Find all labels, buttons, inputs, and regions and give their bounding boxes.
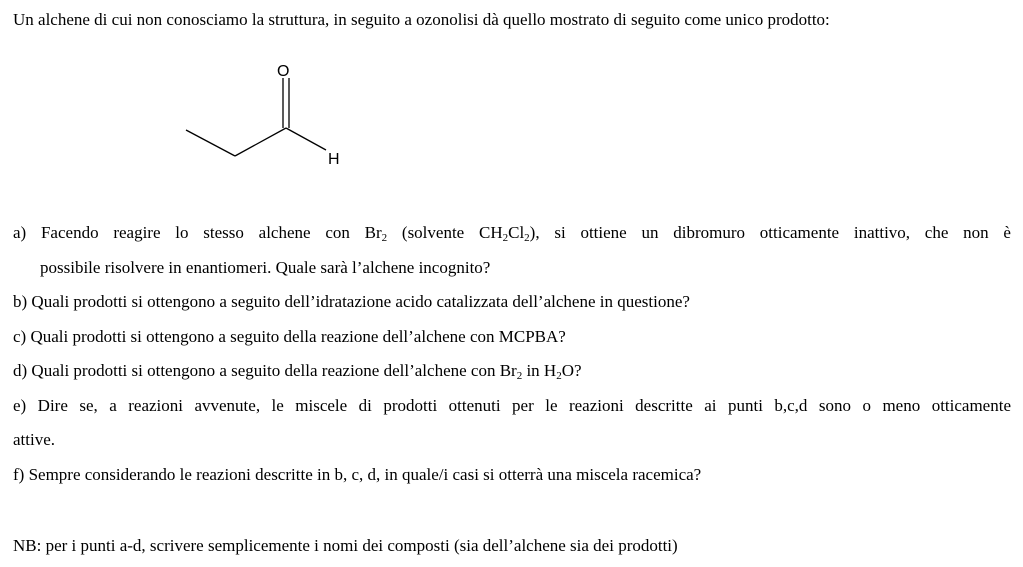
qa-text-2: (solvente CH <box>387 223 503 242</box>
qa-text-1: a) Facendo reagire lo stesso alchene con Br <box>13 223 382 242</box>
question-a-line2: possibile risolvere in enantiomeri. Quale sarà l’alchene incognito? <box>40 258 491 277</box>
question-e-line1: e) Dire se, a reazioni avvenute, le miscele di prodotti ottenuti per le reazioni descritte ai punti b,c,d sono o meno otticamente <box>13 396 1011 415</box>
qa-text-4: ), si ottiene un dibromuro otticamente inattivo, che non è <box>529 223 1011 242</box>
bond-c-h <box>286 128 326 150</box>
question-e-line2: attive. <box>13 430 56 449</box>
question-a-line1 <box>13 223 1011 243</box>
intro-text: Un alchene di cui non conosciamo la struttura, in seguito a ozonolisi dà quello mostrato di seguito come unico prodotto: <box>13 10 830 29</box>
qa-sub-1: 2 <box>381 232 388 244</box>
bond-c1-c2 <box>186 130 235 156</box>
bond-c2-c3 <box>235 128 286 156</box>
qa-text-3: Cl <box>508 223 525 242</box>
question-d <box>13 361 582 381</box>
qd-sub-2: 2 <box>556 370 562 382</box>
qa-sub-2: 2 <box>502 232 509 244</box>
note-text: NB: per i punti a-d, scrivere semplicemente i nomi dei composti (sia dell’alchene sia dei prodotti) <box>13 536 678 555</box>
question-c: c) Quali prodotti si ottengono a seguito della reazione dell’alchene con MCPBA? <box>13 327 566 346</box>
oxygen-atom-label: O <box>277 63 290 80</box>
propanal-structure <box>180 56 360 176</box>
hydrogen-atom-label: H <box>328 151 340 168</box>
question-b: b) Quali prodotti si ottengono a seguito dell’idratazione acido catalizzata dell’alchene in questione? <box>13 292 690 311</box>
qd-text-1: d) Quali prodotti si ottengono a seguito della reazione dell’alchene con Br <box>13 361 517 380</box>
qd-text-3: O? <box>561 361 582 380</box>
qd-text-2: in H <box>522 361 557 380</box>
qd-sub-1: 2 <box>516 370 523 382</box>
qa-sub-3: 2 <box>524 232 530 244</box>
question-f: f) Sempre considerando le reazioni descritte in b, c, d, in quale/i casi si otterrà una miscela racemica? <box>13 465 702 484</box>
